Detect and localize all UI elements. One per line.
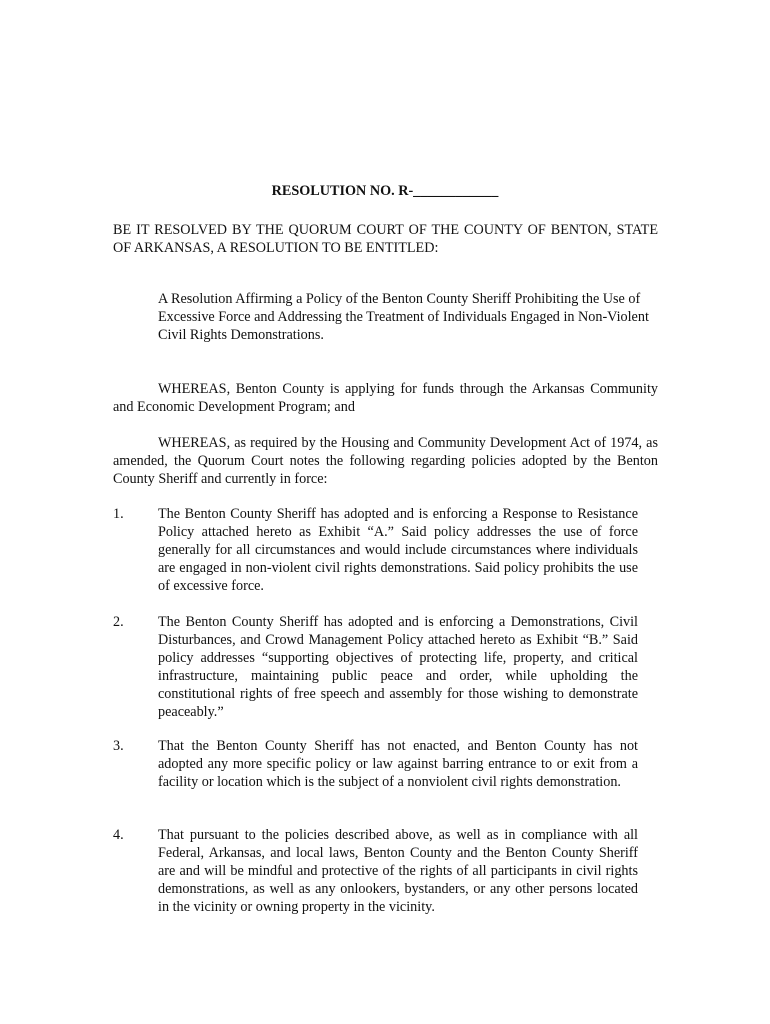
item-number: 2. xyxy=(113,614,124,630)
resolution-title: RESOLUTION NO. R-____________ xyxy=(271,183,499,199)
item-text: That pursuant to the policies described above, as well as in compliance with all Federal, Arkansas, and local laws, Benton County and the Benton County Sheriff are and will be mindful and protective of the rights of all participants in civil rights demonstrations, as well as any onlookers, bystanders, or any other persons located in the vicinity or owning property in the vicinity. xyxy=(158,827,638,915)
whereas-paragraph: WHEREAS, Benton County is applying for funds through the Arkansas Community and Economic Development Program; and xyxy=(113,381,658,415)
item-text: The Benton County Sheriff has adopted and is enforcing a Demonstrations, Civil Disturbances, and Crowd Management Policy attached hereto as Exhibit “B.” Said policy addresses “supporting objectives of protecting life, property, and critical infrastructure, maintaining public peace and order, while upholding the constitutional rights of free speech and assembly for those wishing to demonstrate peaceably.” xyxy=(158,614,638,720)
resolution-entitled-text: A Resolution Affirming a Policy of the Benton County Sheriff Prohibiting the Use of Excessive Force and Addressing the Treatment of Individuals Engaged in Non-Violent Civil Rights Demonstrations. xyxy=(158,291,649,343)
item-text: The Benton County Sheriff has adopted and is enforcing a Response to Resistance Policy attached hereto as Exhibit “A.” Said policy addresses the use of force generally for all circumstances and would include circumstances where individuals are engaged in non-violent civil rights demonstrations. Said policy prohibits the use of excessive force. xyxy=(158,506,638,594)
item-number: 1. xyxy=(113,506,124,522)
item-text: That the Benton County Sheriff has not enacted, and Benton County has not adopted any more specific policy or law against barring entrance to or exit from a facility or location which is the subject of a nonviolent civil rights demonstration. xyxy=(158,738,638,790)
item-number: 4. xyxy=(113,827,124,843)
whereas-paragraph: WHEREAS, as required by the Housing and Community Development Act of 1974, as amended, the Quorum Court notes the following regarding policies adopted by the Benton County Sheriff and currently in force: xyxy=(113,435,658,487)
item-number: 3. xyxy=(113,738,124,754)
resolved-clause: BE IT RESOLVED BY THE QUORUM COURT OF THE COUNTY OF BENTON, STATE OF ARKANSAS, A RESOLUTION TO BE ENTITLED: xyxy=(113,222,658,256)
